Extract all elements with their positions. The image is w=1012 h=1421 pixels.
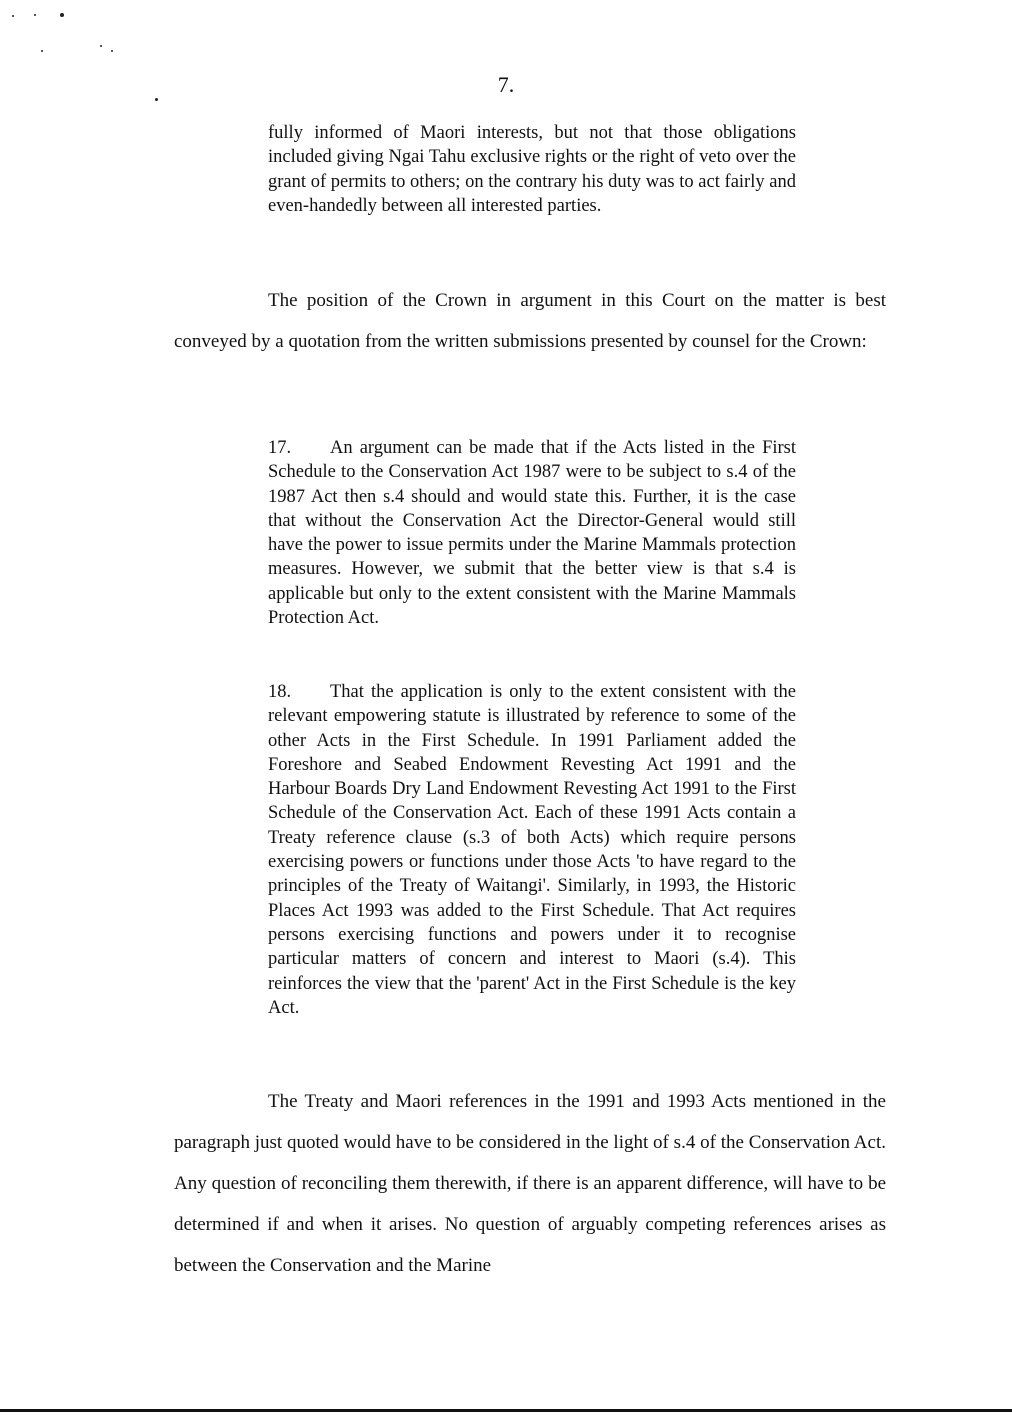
quote-item-17: [268, 436, 796, 630]
continuation-text: fully informed of Maori interests, but not that those obligations included giving Ngai Tahu exclusive rights or the right of veto over the grant of permits to others; on the contrary his duty was to act fairly and even-handedly between all interested parties.: [268, 123, 796, 216]
intro-paragraph: [174, 280, 886, 362]
scan-speck: [60, 13, 64, 17]
quote-item-18: [268, 680, 796, 1020]
scan-speck: [111, 50, 113, 52]
quote-item-text: An argument can be made that if the Acts listed in the First Schedule to the Conservation Act 1987 were to be subject to s.4 of the 1987 Act then s.4 should and would state this. Further, it is the case that without the Conservation Act the Director-General would still have the power to issue permits under the Marine Mammals protection measures. However, we submit that the better view is that s.4 is applicable but only to the extent consistent with the Marine Mammals Protection Act.: [268, 438, 796, 629]
page-number: 7.: [497, 72, 515, 97]
closing-paragraph-text: The Treaty and Maori references in the 1991 and 1993 Acts mentioned in the paragraph just quoted would have to be considered in the light of s.4 of the Conservation Act. Any question of reconciling them therewith, if there is an apparent difference, will have to be determined if and when it arises. No question of arguably competing references arises as between the Conservation and the Marine: [174, 1091, 886, 1276]
continuation-paragraph: [268, 121, 796, 218]
bottom-rule: [0, 1409, 1012, 1412]
closing-paragraph: [174, 1081, 886, 1286]
scan-speck: [12, 15, 14, 17]
scan-speck: [100, 45, 102, 47]
scan-speck: [34, 14, 36, 16]
intro-paragraph-text: The position of the Crown in argument in this Court on the matter is best conveyed by a quotation from the written submissions presented by counsel for the Crown:: [174, 290, 886, 352]
quote-item-number: 18.: [268, 682, 292, 702]
scan-speck: [155, 98, 158, 101]
quote-item-number: 17.: [268, 438, 292, 458]
scan-speck: [41, 50, 43, 52]
quote-item-text: That the application is only to the extent consistent with the relevant empowering statute is illustrated by reference to some of the other Acts in the First Schedule. In 1991 Parliament added the Foreshore and Seabed Endowment Revesting Act 1991 and the Harbour Boards Dry Land Endowment Revesting Act 1991 to the First Schedule of the Conservation Act. Each of these 1991 Acts contain a Treaty reference clause (s.3 of both Acts) which require persons exercising powers or functions under those Acts 'to have regard to the principles of the Treaty of Waitangi'. Similarly, in 1993, the Historic Places Act 1993 was added to the First Schedule. That Act requires persons exercising functions and powers under it to recognise particular matters of concern and interest to Maori (s.4). This reinforces the view that the 'parent' Act in the First Schedule is the key Act.: [268, 682, 796, 1018]
